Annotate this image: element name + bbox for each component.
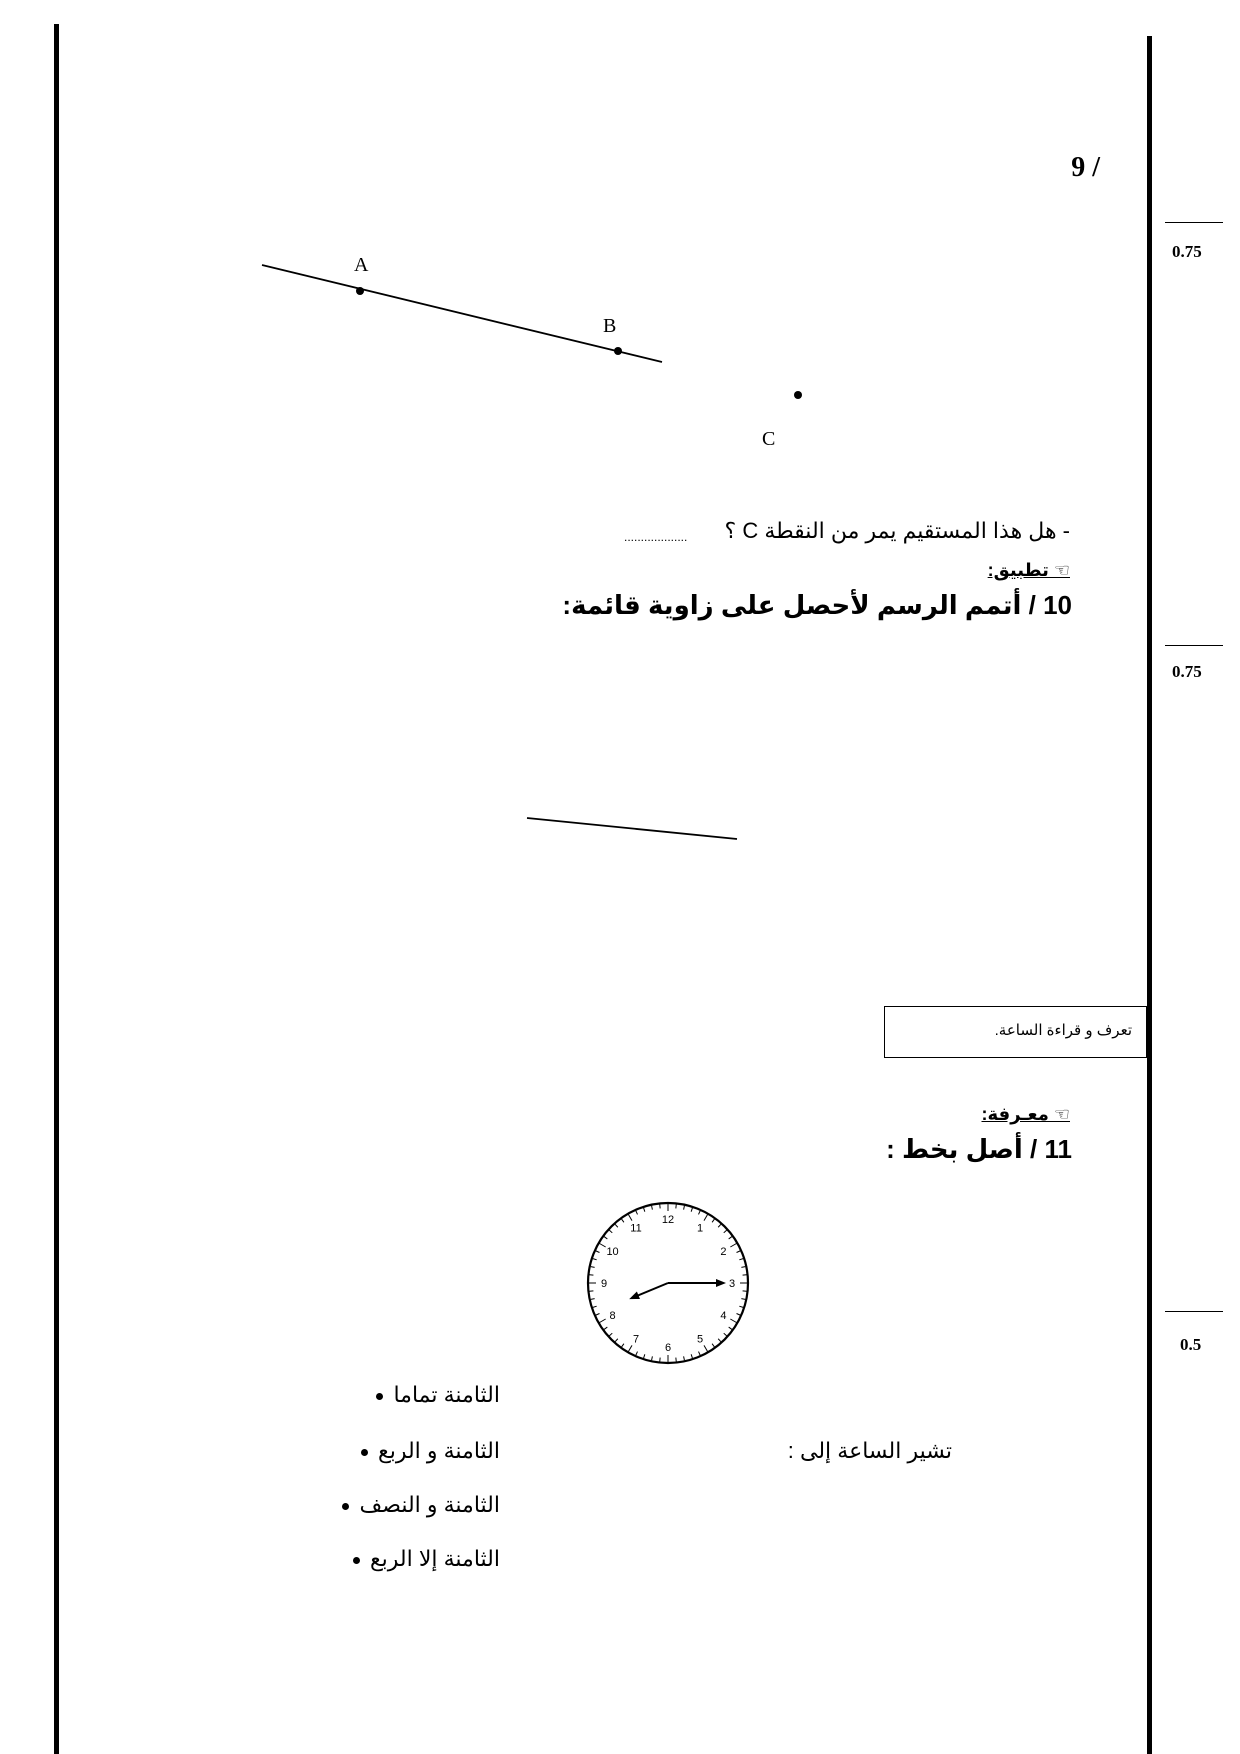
question-11-prompt: تشير الساعة إلى : [787,1438,952,1463]
clock-number: 6 [664,1342,672,1354]
score-label-q11: 0.5 [1180,1335,1202,1354]
score-separator-2 [1165,645,1223,646]
score-separator-3 [1165,1311,1223,1312]
point-a [356,287,364,295]
clock-number: 8 [609,1310,616,1322]
score-label-q10: 0.75 [1172,662,1202,681]
clock-number: 2 [720,1246,727,1258]
bullet-icon [376,1393,383,1400]
question-9-text: - هل هذا المستقيم يمر من النقطة C ؟ [724,518,1070,543]
bullet-icon [361,1449,368,1456]
clock-number: 12 [661,1214,675,1226]
point-c-label: C [762,428,776,450]
point-b-label: B [603,315,617,337]
clock-number: 7 [632,1333,640,1346]
option-label: الثامنة تماما [393,1382,500,1407]
option-label: الثامنة و النصف [359,1492,500,1517]
question-9-number: / 9 [1071,152,1100,183]
score-label-q9: 0.75 [1172,242,1202,261]
application-heading: ☜ تطبيق: [987,560,1070,580]
bullet-icon [353,1557,360,1564]
analog-clock [583,1198,753,1368]
clock-number: 1 [696,1222,704,1235]
point-c [794,391,802,399]
option-eight-thirty[interactable] [342,1492,500,1518]
line-through-a-b-figure [0,0,1240,460]
clock-number: 5 [696,1333,704,1346]
clock-number: 4 [720,1310,727,1322]
question-11-title: 11 / أصل بخط : [886,1134,1072,1164]
objective-box-text: تعرف و قراءة الساعة. [994,1022,1132,1039]
clock-number: 3 [728,1278,736,1290]
option-quarter-to-eight[interactable] [353,1546,500,1572]
option-label: الثامنة إلا الربع [369,1546,500,1571]
clock-number: 11 [630,1222,642,1235]
incomplete-angle-segment [520,810,750,850]
bullet-icon [342,1503,349,1510]
option-label: الثامنة و الربع [377,1438,500,1463]
point-a-label: A [354,254,369,276]
knowledge-heading: ☜ معـرفة: [981,1104,1070,1124]
point-b [614,347,622,355]
question-9-answer-dots: ................... [624,530,688,544]
option-eight-fifteen[interactable] [361,1438,500,1464]
question-10-title: 10 / أتمم الرسم لأحصل على زاوية قائمة: [562,590,1072,620]
option-eight-exactly[interactable] [376,1382,500,1408]
clock-number: 9 [600,1278,608,1290]
line-ab [262,265,662,362]
clock-number: 10 [606,1246,619,1258]
objective-box [884,1006,1147,1058]
